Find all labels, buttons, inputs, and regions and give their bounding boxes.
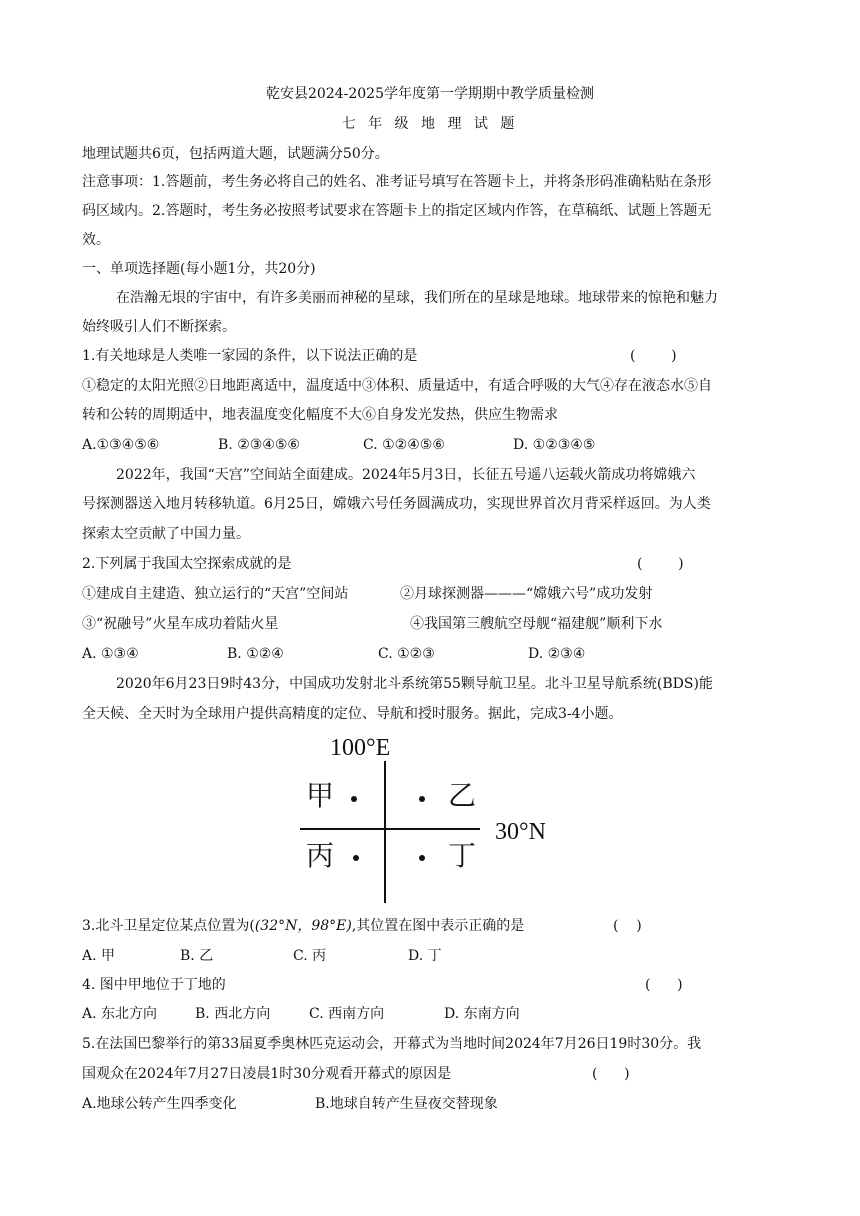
q2-item-4: ④我国第三艘航空母舰“福建舰”顺利下水 — [410, 616, 663, 632]
q1-option-c[interactable]: C. ①②④⑤⑥ — [363, 437, 445, 453]
point-bing-dot — [353, 855, 359, 861]
q4-option-b[interactable]: B. 西北方向 — [195, 1006, 271, 1022]
q3-stem-a: 3.北斗卫星定位某点位置为( — [82, 918, 255, 934]
passage-1-line-2: 始终吸引人们不断探索。 — [82, 319, 236, 335]
passage-3-line-1: 2020年6月23日9时43分，中国成功发射北斗系统第55颗导航卫星。北斗卫星导航系统(BDS)能 — [116, 676, 713, 692]
q4-option-c[interactable]: C. 西南方向 — [309, 1006, 385, 1022]
point-yi-dot — [419, 796, 425, 802]
q3-stem-b: ,其位置在图中表示正确的是 — [351, 918, 525, 934]
point-label-ding: 丁 — [448, 841, 477, 872]
exam-title: 乾安县2024-2025学年度第一学期期中教学质量检测 — [266, 86, 594, 102]
point-label-bing: 丙 — [306, 841, 335, 872]
lat-lon-figure — [290, 733, 570, 905]
point-ding-dot — [419, 855, 425, 861]
q2-option-a[interactable]: A. ①③④ — [82, 646, 139, 662]
q2-item-2: ②月球探测器———“嫦娥六号”成功发射 — [400, 586, 653, 602]
q1-answer-blank: ( ) — [630, 348, 677, 364]
notice-line-3: 效。 — [82, 232, 110, 248]
q1-items-line-1: ①稳定的太阳光照②日地距离适中，温度适中③体积、质量适中，有适合呼吸的大气④存在液态水⑤自 — [82, 378, 712, 394]
q4-stem: 4. 图中甲地位于丁地的 — [82, 977, 226, 993]
lat-lon-diagram — [290, 733, 570, 905]
q2-answer-blank: ( ) — [637, 556, 684, 572]
point-label-yi: 乙 — [448, 781, 477, 812]
q5-line-1: 5.在法国巴黎举行的第33届夏季奥林匹克运动会，开幕式为当地时间2024年7月26日19时30分。我 — [82, 1036, 702, 1052]
passage-1-line-1: 在浩瀚无垠的宇宙中，有许多美丽而神秘的星球，我们所在的星球是地球。地球带来的惊艳和魅力 — [116, 290, 718, 306]
point-jia-dot — [351, 796, 357, 802]
q2-item-1: ①建成自主建造、独立运行的“天宫”空间站 — [82, 586, 349, 602]
exam-subtitle: 七 年 级 地 理 试 题 — [341, 116, 519, 132]
latitude-label: 30°N — [495, 819, 546, 845]
passage-2-line-2: 号探测器送入地月转移轨道。6月25日，嫦娥六号任务圆满成功，实现世界首次月背采样返回。为人类 — [82, 496, 711, 512]
q3-stem — [82, 916, 524, 936]
q5-option-b[interactable]: B.地球自转产生昼夜交替现象 — [315, 1096, 498, 1112]
q1-option-d[interactable]: D. ①②③④⑤ — [513, 437, 596, 453]
q3-option-c[interactable]: C. 丙 — [293, 948, 327, 964]
passage-3-line-2: 全天候、全天时为全球用户提供高精度的定位、导航和授时服务。据此，完成3-4小题。 — [82, 706, 623, 722]
passage-2-line-3: 探索太空贡献了中国力量。 — [82, 526, 250, 542]
section-heading: 一、单项选择题(每小题1分，共20分) — [82, 261, 316, 277]
q2-stem: 2.下列属于我国太空探索成就的是 — [82, 556, 292, 572]
q3-coordinate: (32°N，98°E) — [254, 918, 352, 934]
q2-option-d[interactable]: D. ②③④ — [528, 646, 586, 662]
point-label-jia: 甲 — [306, 781, 335, 812]
q2-option-b[interactable]: B. ①②④ — [227, 646, 284, 662]
q2-option-c[interactable]: C. ①②③ — [378, 646, 435, 662]
passage-2-line-1: 2022年，我国“天宫”空间站全面建成。2024年5月3日，长征五号遥八运载火箭成功将嫦娥六 — [116, 467, 696, 483]
q4-option-a[interactable]: A. 东北方向 — [82, 1006, 158, 1022]
q1-option-b[interactable]: B. ②③④⑤⑥ — [218, 437, 300, 453]
q3-option-a[interactable]: A. 甲 — [82, 948, 116, 964]
q3-option-b[interactable]: B. 乙 — [180, 948, 214, 964]
q5-line-2: 国观众在2024年7月27日凌晨1时30分观看开幕式的原因是 — [82, 1066, 452, 1082]
q4-answer-blank: ( ) — [645, 977, 683, 993]
notice-line-2: 码区域内。2.答题时，考生务必按照考试要求在答题卡上的指定区域内作答，在草稿纸、试题上答题无 — [82, 203, 712, 219]
q2-item-3: ③“祝融号”火星车成功着陆火星 — [82, 616, 279, 632]
q1-items-line-2: 转和公转的周期适中，地表温度变化幅度不大⑥自身发光发热，供应生物需求 — [82, 407, 558, 423]
q4-option-d[interactable]: D. 东南方向 — [444, 1006, 520, 1022]
q5-answer-blank: ( ) — [592, 1066, 630, 1082]
q1-option-a[interactable]: A.①③④⑤⑥ — [82, 437, 160, 453]
notice-line-1: 注意事项：1.答题前，考生务必将自己的姓名、准考证号填写在答题卡上，并将条形码准确粘贴在条形 — [82, 174, 712, 190]
q3-option-d[interactable]: D. 丁 — [408, 948, 442, 964]
intro-line: 地理试题共6页，包括两道大题，试题满分50分。 — [82, 146, 389, 162]
q3-answer-blank: ( ) — [613, 918, 642, 934]
q1-stem: 1.有关地球是人类唯一家园的条件，以下说法正确的是 — [82, 348, 418, 364]
longitude-label: 100°E — [330, 735, 391, 761]
q5-option-a[interactable]: A.地球公转产生四季变化 — [82, 1096, 237, 1112]
